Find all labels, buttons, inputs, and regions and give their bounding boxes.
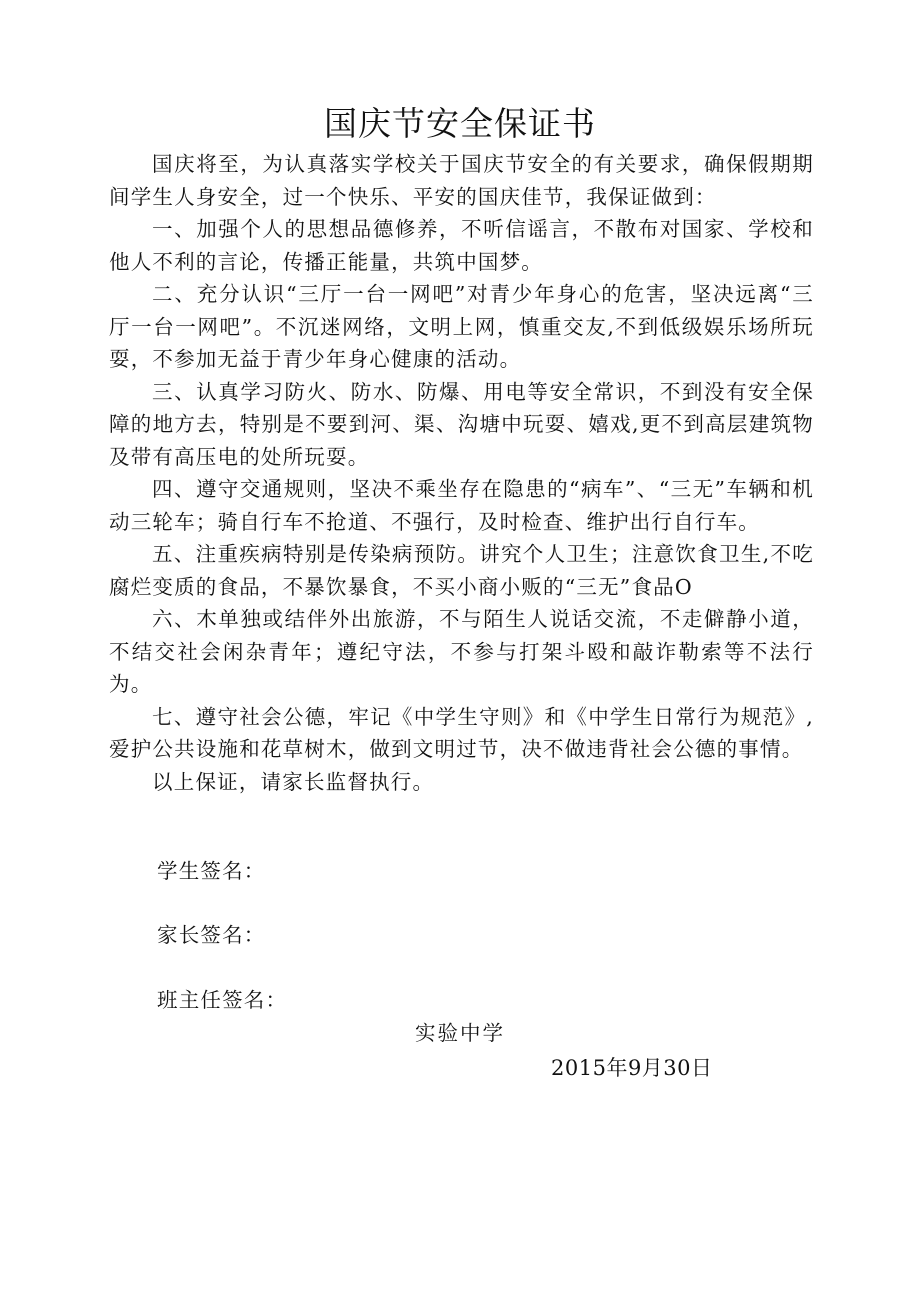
pledge-item-5: 五、注重疾病特别是传染病预防。讲究个人卫生；注意饮食卫生,不吃腐烂变质的食品，不暴饮暴食，不买小商小贩的“三无”食品O	[109, 542, 814, 599]
pledge-item-1: 一、加强个人的思想品德修养，不听信谣言，不散布对国家、学校和他人不利的言论，传播正能量，共筑中国梦。	[109, 217, 814, 274]
teacher-signature-label: 班主任签名：	[157, 988, 288, 1012]
pledge-item-6: 六、木单独或结伴外出旅游，不与陌生人说话交流，不走僻静小道，不结交社会闲杂青年；遵纪守法，不参与打架斗殴和敲诈勒索等不法行为。	[109, 607, 814, 696]
parent-signature-label: 家长签名：	[157, 923, 266, 947]
intro-paragraph: 国庆将至，为认真落实学校关于国庆节安全的有关要求，确保假期期间学生人身安全，过一个快乐、平安的国庆佳节，我保证做到：	[109, 152, 814, 209]
document-date: 2015年9月30日	[551, 1056, 713, 1080]
document-body	[109, 148, 814, 798]
closing-paragraph: 以上保证，请家长监督执行。	[152, 769, 435, 794]
pledge-item-4: 四、遵守交通规则，坚决不乘坐存在隐患的“病车”、“三无”车辆和机动三轮车；骑自行车不抢道、不强行，及时检查、维护出行自行车。	[109, 477, 814, 534]
pledge-item-3: 三、认真学习防火、防水、防爆、用电等安全常识，不到没有安全保障的地方去，特别是不要到河、渠、沟塘中玩耍、嬉戏,更不到高层建筑物及带有高压电的处所玩耍。	[109, 379, 814, 469]
pledge-item-7: 七、遵守社会公德，牢记《中学生守则》和《中学生日常行为规范》,爱护公共设施和花草树木，做到文明过节，决不做违背社会公德的事情。	[109, 704, 814, 761]
pledge-item-2: 二、充分认识“三厅一台一网吧”对青少年身心的危害，坚决远离“三厅一台一网吧”。不沉迷网络，文明上网，慎重交友,不到低级娱乐场所玩耍，不参加无益于青少年身心健康的活动。	[109, 282, 814, 371]
student-signature-label: 学生签名：	[157, 859, 266, 883]
document-title: 国庆节安全保证书	[324, 104, 596, 143]
school-name: 实验中学	[415, 1021, 505, 1045]
